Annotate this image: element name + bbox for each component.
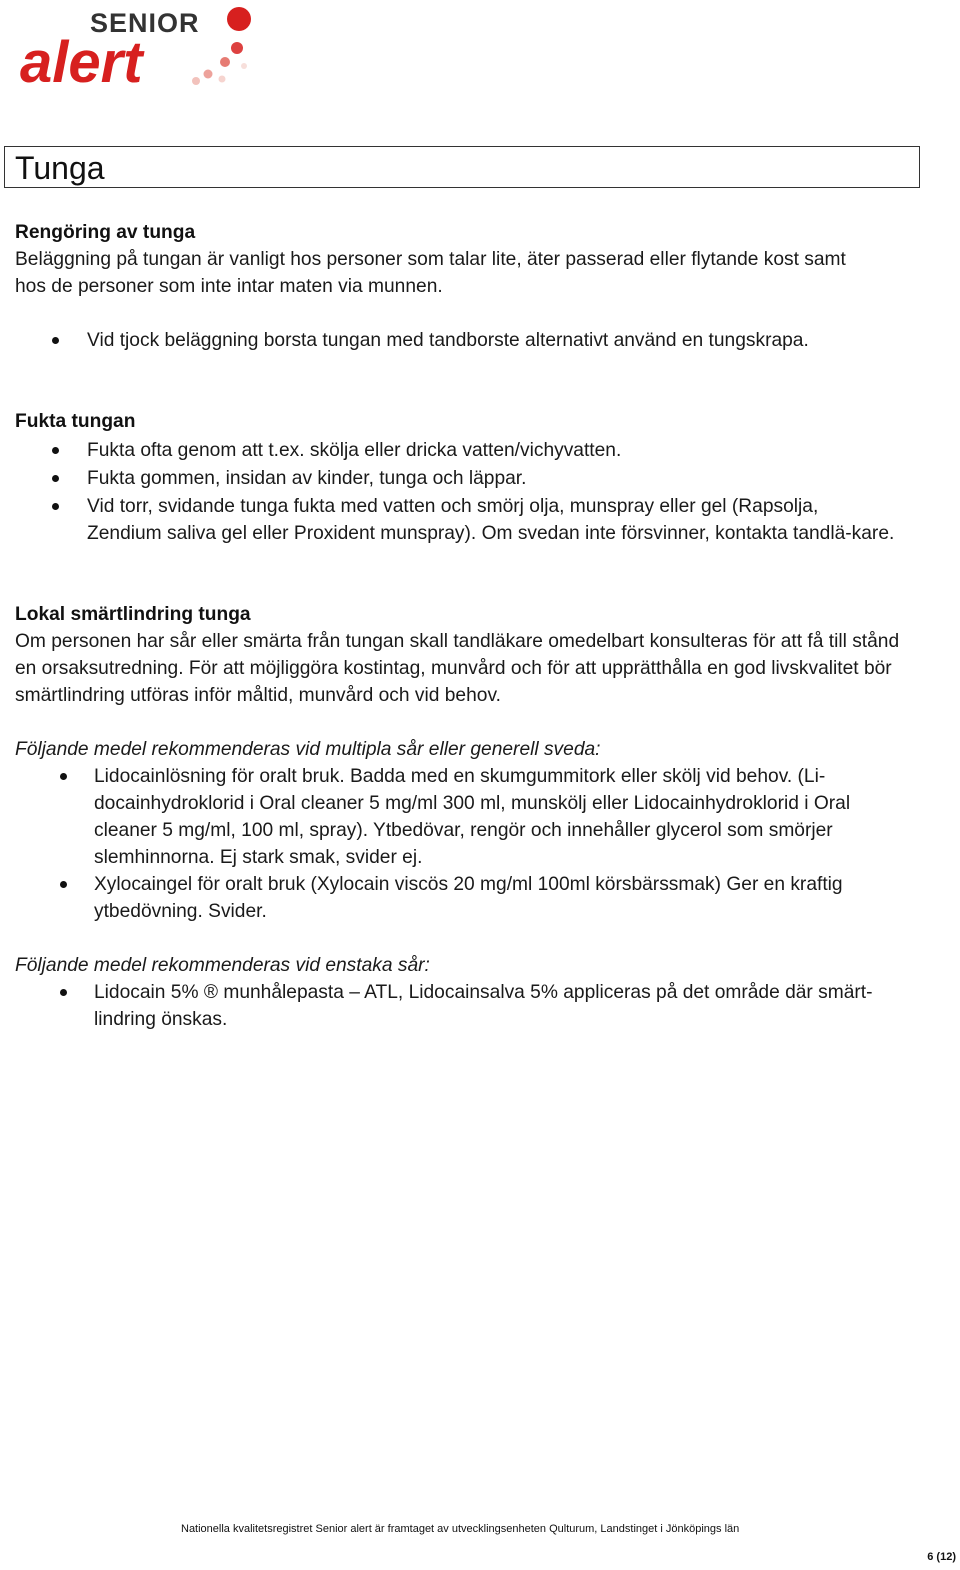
list-item: Fukta gommen, insidan av kinder, tunga och läppar.	[15, 465, 915, 492]
page-title: Tunga	[15, 150, 105, 186]
page-number: 6 (12)	[927, 1551, 956, 1563]
multipla-heading: Följande medel rekommenderas vid multipla sår eller generell sveda:	[15, 739, 601, 760]
footer-text: Nationella kvalitetsregistret Senior alert är framtaget av utvecklingsenheten Qulturum, Landstinget i Jönköpings län	[181, 1523, 740, 1535]
logo-dot-large	[227, 7, 251, 31]
rengoring-list	[15, 327, 915, 354]
list-item: Lidocain 5% ® munhålepasta – ATL, Lidocainsalva 5% appliceras på det område där smärt-lindring önskas.	[15, 979, 915, 1033]
enstaka-heading: Följande medel rekommenderas vid enstaka sår:	[15, 955, 430, 976]
list-item: Lidocainlösning för oralt bruk. Badda med en skumgummitork eller skölj vid behov. (Li-docainhydroklorid i Oral cleaner 5 mg/ml 300 ml, munskölj eller Lidocainhydroklorid i Oral cleaner 5 mg/ml, 100 ml, spray). Ytbedövar, rengör och innehåller glycerol som smörjer slemhinnorna. Ej stark smak, svider ej.	[15, 763, 915, 871]
logo-text-senior: SENIOR	[90, 8, 200, 38]
enstaka-list	[15, 979, 915, 1033]
rengoring-line-2: hos de personer som inte intar maten via munnen.	[15, 276, 443, 297]
heading-fukta: Fukta tungan	[15, 411, 136, 432]
heading-rengoring: Rengöring av tunga	[15, 222, 196, 243]
logo-text-alert: alert	[20, 30, 143, 94]
fukta-list	[15, 437, 915, 547]
lokal-text: Om personen har sår eller smärta från tungan skall tandläkare omedelbart konsulteras för att få till stånd en orsaksutredning. För att möjliggöra kostintag, munvård och för att upprätthålla en god livskvalitet bör smärtlindring utföras inför måltid, munvård och vid behov.	[15, 631, 900, 706]
title-box	[4, 146, 920, 188]
list-item: Fukta ofta genom att t.ex. skölja eller dricka vatten/vichyvatten.	[15, 437, 915, 464]
heading-lokal: Lokal smärtlindring tunga	[15, 604, 251, 625]
list-item: Vid torr, svidande tunga fukta med vatten och smörj olja, munspray eller gel (Rapsolja, Zendium saliva gel eller Proxident munspray). Om svedan inte försvinner, kontakta tandlä-kare.	[15, 493, 915, 547]
rengoring-line-1: Beläggning på tungan är vanligt hos personer som talar lite, äter passerad eller flytande kost samt	[15, 249, 846, 270]
senior-alert-logo	[18, 4, 258, 94]
multipla-list	[15, 763, 915, 925]
list-item: Vid tjock beläggning borsta tungan med tandborste alternativt använd en tungskrapa.	[15, 327, 915, 354]
list-item: Xylocaingel för oralt bruk (Xylocain viscös 20 mg/ml 100ml körsbärssmak) Ger en kraftig ytbedövning. Svider.	[15, 871, 915, 925]
document-body	[15, 219, 915, 1033]
